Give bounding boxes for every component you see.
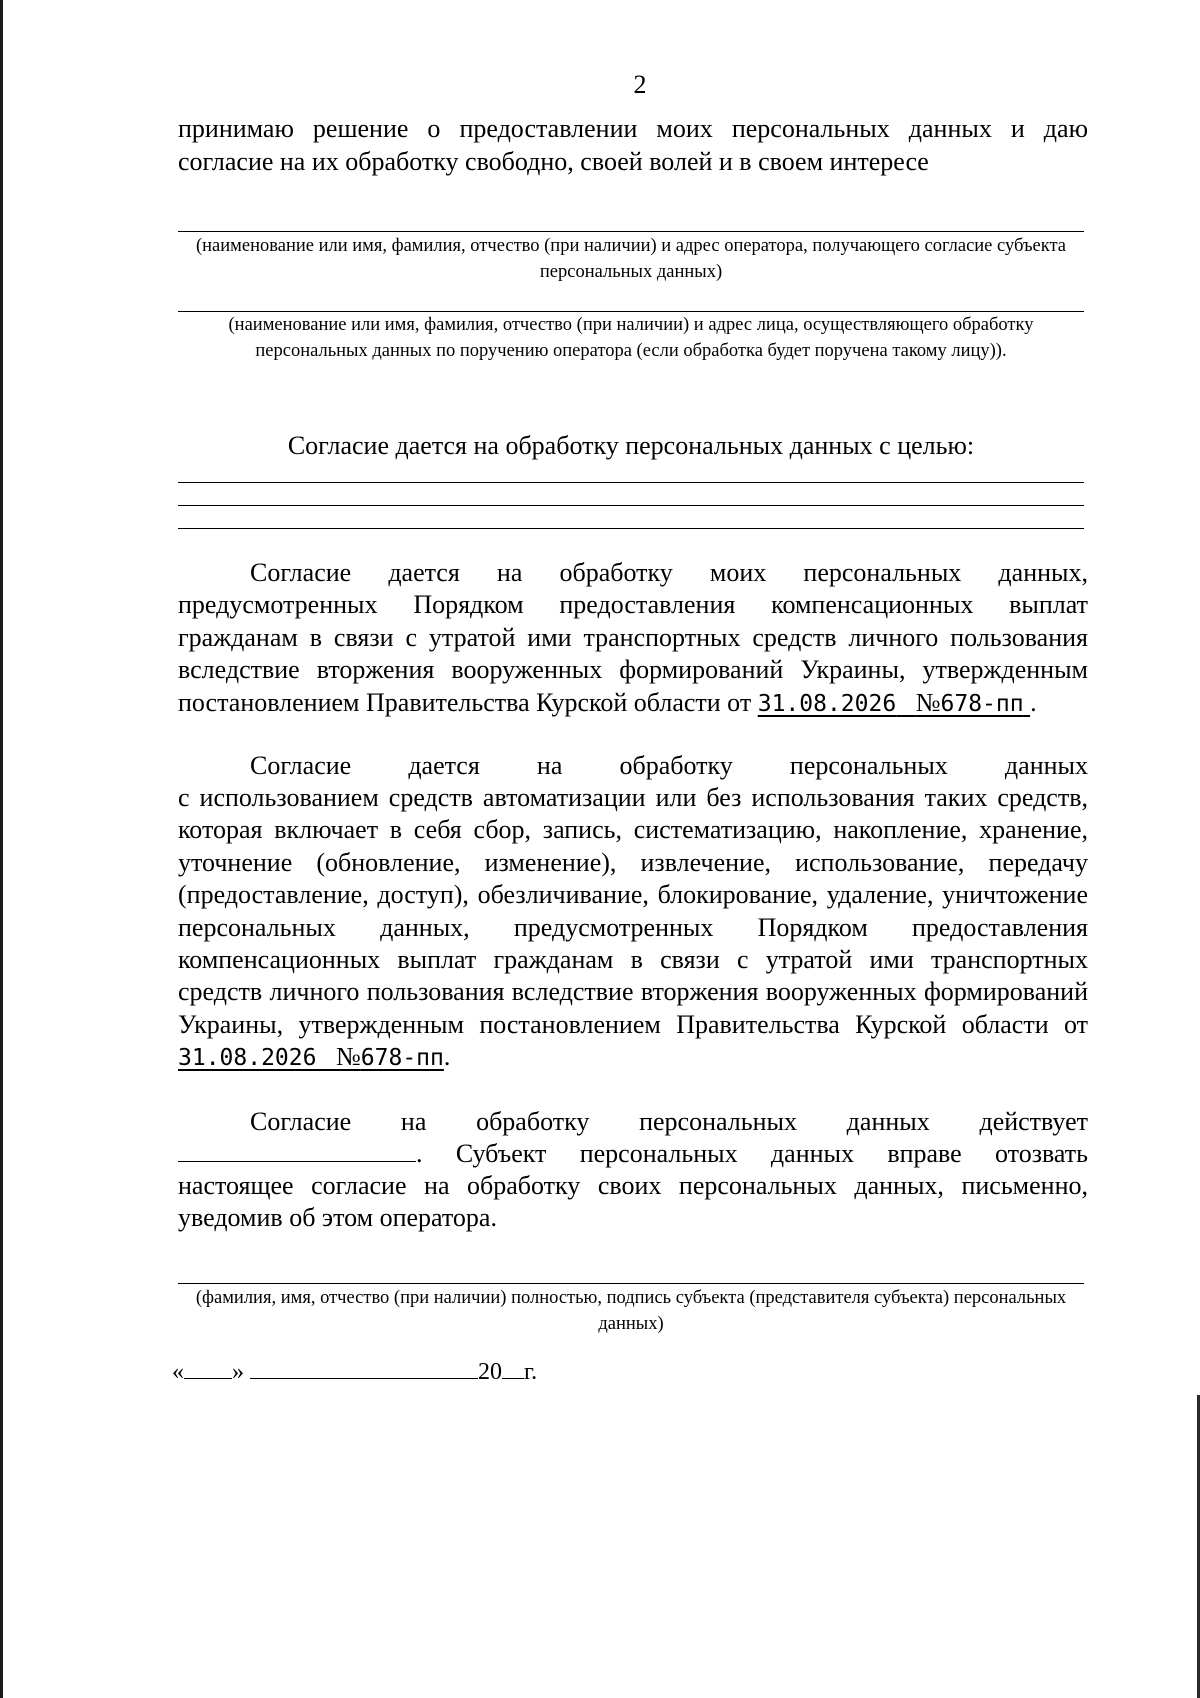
paragraph-2-period: .: [443, 1042, 451, 1072]
paragraph-3-second-line: [178, 1138, 1088, 1170]
consent-paragraph-2: [178, 782, 1088, 1075]
paragraph-3-first-line: Согласие на обработку персональных данных действует: [250, 1107, 1088, 1136]
year-prefix: 20: [478, 1359, 502, 1385]
resolution-date: 31.08.2026: [757, 690, 897, 717]
page-number: 2: [633, 70, 647, 99]
month-blank: [250, 1358, 478, 1379]
resolution-number: 678-пп: [940, 690, 1024, 717]
purpose-fill-line-1: [178, 482, 1084, 483]
paragraph-2-text: с использованием средств автоматизации или без использования таких средств, которая включает в себя сбор, запись, систематизацию, накопление, хранение, уточнение (обновление, изменение), извлечение, использование, передачу (предоставление, доступ), обезличивание, блокирование, удаление, уничтожение персональных данных, предусмотренных Порядком предоставления компенсационных выплат гражданам в связи с утратой ими транспортных средств личного пользования вследствие вторжения вооруженных формирований Украины, утвержденным постановлением Правительства Курской области от: [178, 783, 1088, 1039]
resolution-number-2: 678-пп: [360, 1045, 444, 1072]
paragraph-1-period: .: [1030, 687, 1037, 717]
signature-caption: (фамилия, имя, отчество (при наличии) полностью, подпись субъекта (представителя субъекта) персональных данных): [195, 1288, 1067, 1334]
scan-edge-left: [0, 0, 3, 1698]
purpose-title: Согласие дается на обработку персональных данных с целью:: [287, 431, 975, 460]
number-sign-2: №: [335, 1042, 361, 1072]
signature-date-line: [172, 1356, 537, 1388]
paragraph-1-reference: [758, 688, 1037, 717]
paragraph-3-rest: настоящее согласие на обработку своих персональных данных, письменно, уведомив об этом оператора.: [178, 1171, 1088, 1233]
day-blank: [184, 1358, 232, 1379]
consent-paragraph-1: [178, 557, 1088, 720]
validity-period-blank: [178, 1139, 416, 1162]
processor-caption: (наименование или имя, фамилия, отчество (при наличии) и адрес лица, осуществляющего обработку персональных данных по поручению оператора (если обработка будет поручена такому лицу)).: [228, 315, 1034, 361]
date-close-quote: »: [232, 1359, 244, 1385]
year-blank: [502, 1358, 524, 1379]
intro-line-2: согласие на их обработку свободно, своей волей и в своем интересе: [178, 147, 929, 176]
purpose-fill-line-2: [178, 505, 1084, 506]
operator-fill-line: [178, 231, 1084, 232]
paragraph-1-text: Согласие дается на обработку моих персональных данных, предусмотренных Порядком предоставления компенсационных выплат гражданам в связи с утратой ими транспортных средств личного пользования вследствие вторжения вооруженных формирований Украины, утвержденным постановлением Правительства Курской области от: [178, 558, 1088, 717]
paragraph-2-reference: [178, 1042, 450, 1071]
date-open-quote: «: [172, 1359, 184, 1385]
purpose-fill-line-3: [178, 528, 1084, 529]
signature-fill-line: [178, 1283, 1084, 1284]
number-sign: №: [915, 687, 941, 717]
resolution-date-2: 31.08.2026: [178, 1045, 317, 1072]
year-suffix: г.: [524, 1359, 538, 1385]
paragraph-2-first-line: Согласие дается на обработку персональных данных: [250, 751, 1088, 780]
operator-caption: (наименование или имя, фамилия, отчество (при наличии) и адрес оператора, получающего согласие субъекта персональных данных): [196, 236, 1066, 282]
processor-fill-line: [178, 311, 1084, 312]
intro-line-1: принимаю решение о предоставлении моих персональных данных и даю: [178, 114, 1088, 143]
paragraph-3-second-line-text: . Субъект персональных данных вправе отозвать: [416, 1139, 1088, 1168]
